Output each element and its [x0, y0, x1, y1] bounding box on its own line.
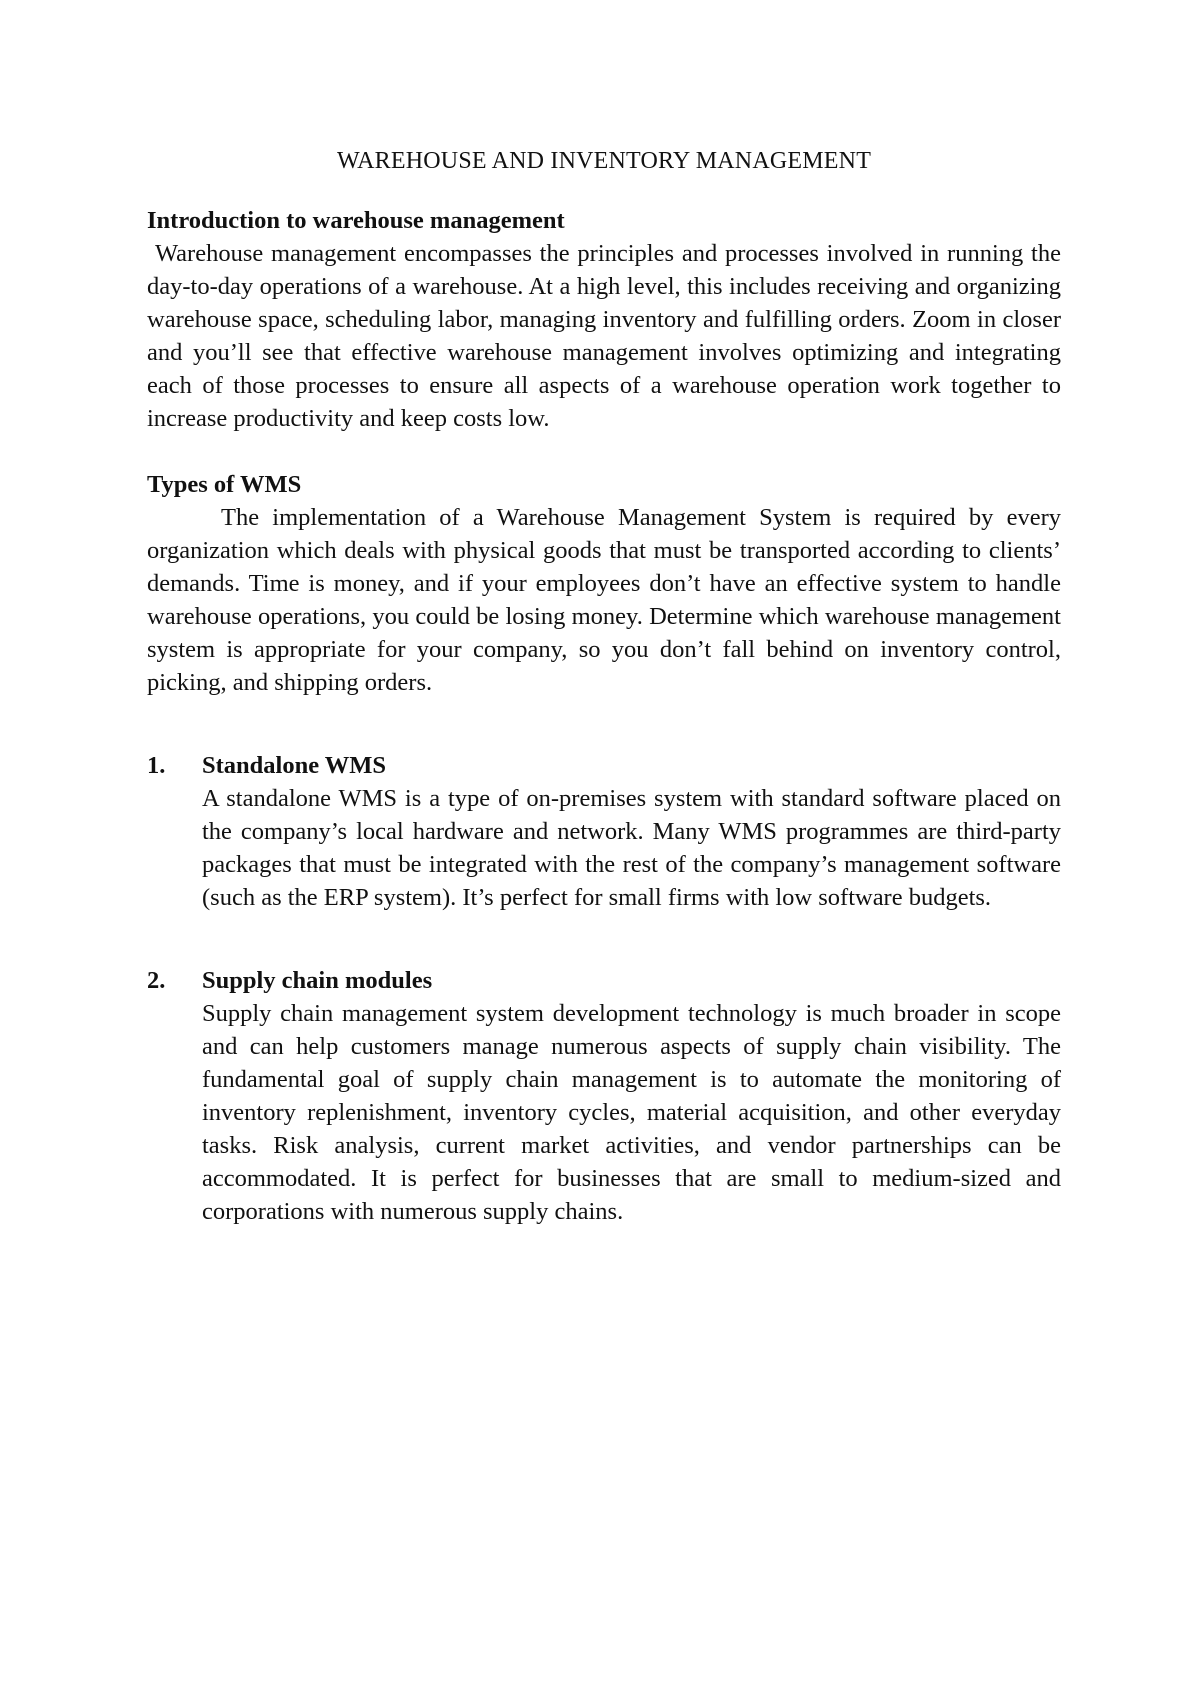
list-item-text: A standalone WMS is a type of on-premises system with standard software placed on the company’s local hardware and network. Many WMS programmes are third-party packages that must be integrated with the rest of the company’s management software (such as the ERP system). It’s perfect for small firms with low software budgets. — [202, 785, 1061, 911]
intro-heading: Introduction to warehouse management — [147, 207, 565, 234]
list-item-supply-chain-modules — [147, 964, 1061, 1228]
spacer — [147, 914, 1061, 964]
list-item-text: Supply chain management system development technology is much broader in scope and can help customers manage numerous aspects of supply chain visibility. The fundamental goal of supply chain management is to automate the monitoring of inventory replenishment, inventory cycles, material acquisition, and other everyday tasks. Risk analysis, current market activities, and vendor partnerships can be accommodated. It is perfect for businesses that are small to medium-sized and corporations with numerous supply chains. — [202, 1000, 1061, 1225]
list-item-heading: Standalone WMS — [202, 752, 387, 779]
document-body — [147, 145, 1061, 1228]
spacer — [147, 699, 1061, 749]
document-title: WAREHOUSE AND INVENTORY MANAGEMENT — [336, 148, 872, 174]
types-paragraph: The implementation of a Warehouse Management System is required by every organization which deals with physical goods that must be transported according to clients’ demands. Time is money, and if your employees don’t have an effective system to handle warehouse operations, you could be losing money. Determine which warehouse management system is appropriate for your company, so you don’t fall behind on inventory control, picking, and shipping orders. — [147, 504, 1061, 696]
intro-paragraph: Warehouse management encompasses the principles and processes involved in running the day-to-day operations of a warehouse. At a high level, this includes receiving and organizing warehouse space, scheduling labor, managing inventory and fulfilling orders. Zoom in closer and you’ll see that effective warehouse management involves optimizing and integrating each of those processes to ensure all aspects of a warehouse operation work together to increase productivity and keep costs low. — [147, 240, 1061, 432]
list-item-heading: Supply chain modules — [202, 967, 433, 994]
list-number: 2. — [147, 967, 166, 994]
spacer — [147, 435, 1061, 468]
types-heading: Types of WMS — [147, 471, 302, 498]
list-number: 1. — [147, 752, 166, 779]
list-item-standalone-wms — [147, 749, 1061, 914]
